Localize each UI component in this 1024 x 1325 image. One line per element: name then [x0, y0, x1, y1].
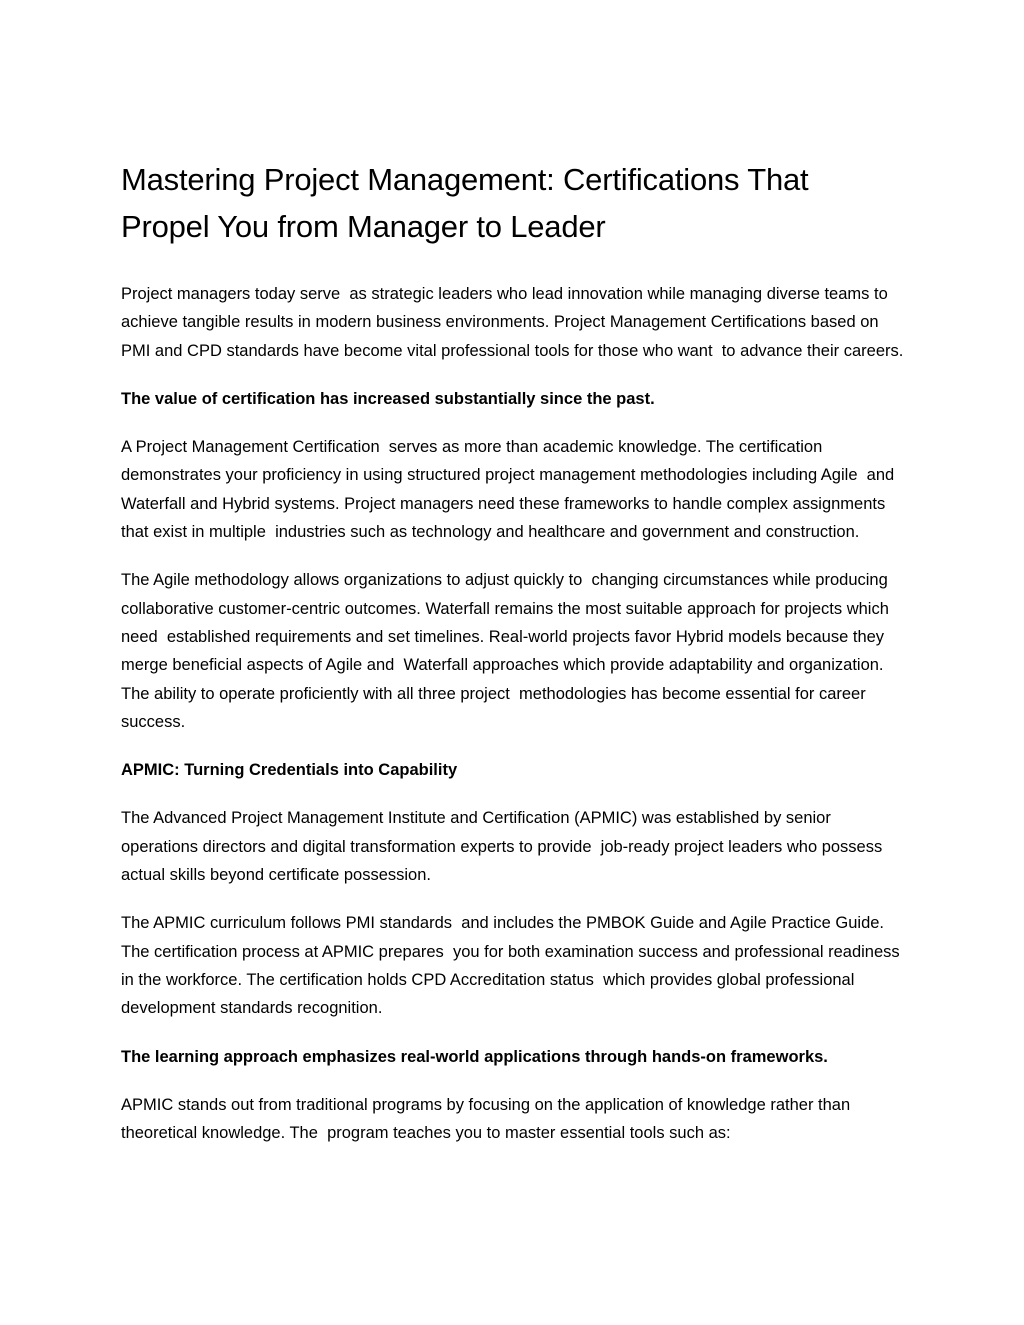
paragraph-agile-waterfall-hybrid: The Agile methodology allows organizations to adjust quickly to changing circumstances while producing collaborative customer-centric outcomes. Waterfall remains the most suitable approach for projects which need established requirements and set timelines. Real-world projects favor Hybrid models because they merge beneficial aspects of Agile and Waterfall approaches which provide adaptability and organization. The ability to operate proficiently with all three project methodologies has become essential for career success.: [121, 571, 894, 731]
intro-paragraph: Project managers today serve as strategic leaders who lead innovation while managing diverse teams to achieve tangible results in modern business environments. Project Management Certifications based on PMI and CPD standards have become vital professional tools for those who want to advance their careers.: [121, 285, 904, 360]
paragraph-apmic-tools: APMIC stands out from traditional programs by focusing on the application of knowledge rather than theoretical knowledge. The program teaches you to master essential tools such as:: [121, 1095, 855, 1143]
paragraph-apmic-curriculum: The APMIC curriculum follows PMI standards and includes the PMBOK Guide and Agile Practice Guide. The certification process at APMIC prepares you for both examination success and professional readiness in the workforce. The certification holds CPD Accreditation status which provides global professional development standards recognition.: [121, 914, 905, 1018]
section-heading-certification-value: The value of certification has increased substantially since the past.: [121, 389, 655, 408]
title-line-2: Propel You from Manager to Leader: [121, 209, 606, 244]
section-heading-apmic: APMIC: Turning Credentials into Capability: [121, 761, 458, 780]
document-page: [121, 156, 911, 1167]
document-title: [121, 156, 911, 250]
paragraph-certification-methodologies: A Project Management Certification serves as more than academic knowledge. The certification demonstrates your proficiency in using structured project management methodologies including Agile and Waterfall and Hybrid systems. Project managers need these frameworks to handle complex assignments that exist in multiple industries such as technology and healthcare and government and construction.: [121, 438, 899, 542]
title-line-1: Mastering Project Management: Certifications That: [121, 162, 809, 197]
paragraph-apmic-established: The Advanced Project Management Institute and Certification (APMIC) was established by senior operations directors and digital transformation experts to provide job-ready project leaders who possess actual skills beyond certificate possession.: [121, 809, 887, 885]
section-heading-learning-approach: The learning approach emphasizes real-world applications through hands-on frameworks.: [121, 1047, 828, 1066]
